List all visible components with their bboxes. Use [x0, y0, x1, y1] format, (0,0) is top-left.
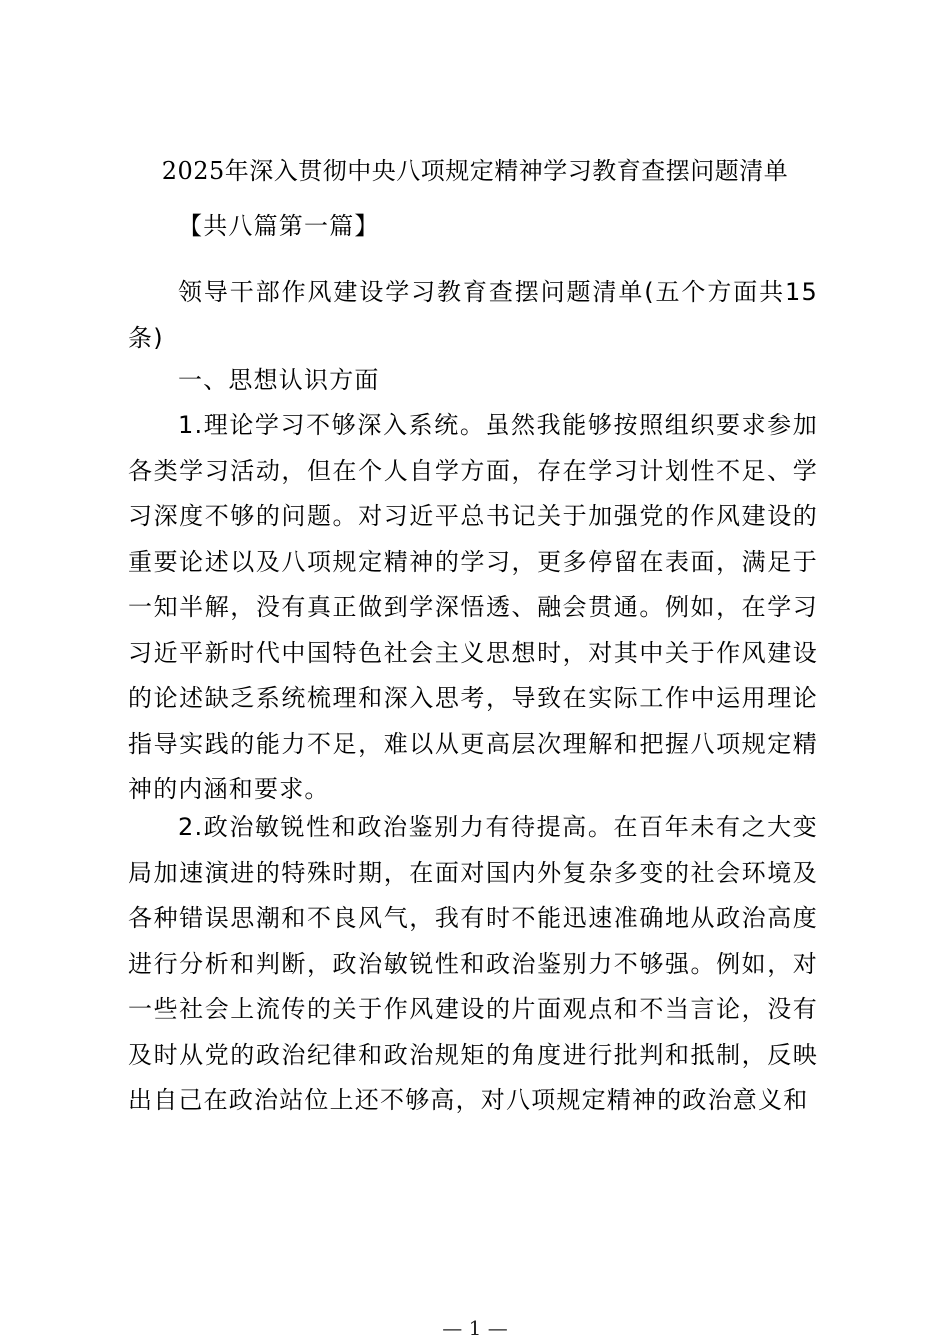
series-label: 【共八篇第一篇】	[178, 212, 380, 240]
paragraph-2: 2.政治敏锐性和政治鉴别力有待提高。在百年未有之大变局加速演进的特殊时期，在面对国内外复杂多变的社会环境及各种错误思潮和不良风气，我有时不能迅速准确地从政治高度进行分析和判断，政治敏锐性和政治鉴别力不够强。例如，对一些社会上流传的关于作风建设的片面观点和不当言论，没有及时从党的政治纪律和政治规矩的角度进行批判和抵制，反映出自己在政治站位上还不够高，对八项规定精神的政治意义和	[128, 813, 818, 1114]
paragraph-1: 1.理论学习不够深入系统。虽然我能够按照组织要求参加各类学习活动，但在个人自学方面，存在学习计划性不足、学习深度不够的问题。对习近平总书记关于加强党的作风建设的重要论述以及八项规定精神的学习，更多停留在表面，满足于一知半解，没有真正做到学深悟透、融会贯通。例如，在学习习近平新时代中国特色社会主义思想时，对其中关于作风建设的论述缺乏系统梳理和深入思考，导致在实际工作中运用理论指导实践的能力不足，难以从更高层次理解和把握八项规定精神的内涵和要求。	[128, 411, 818, 803]
document-title: 2025年深入贯彻中央八项规定精神学习教育查摆问题清单	[161, 157, 789, 185]
page-number: — 1 —	[442, 1316, 508, 1340]
document-subtitle: 领导干部作风建设学习教育查摆问题清单(五个方面共15条)	[128, 278, 818, 352]
section-heading: 一、思想认识方面	[178, 366, 380, 394]
